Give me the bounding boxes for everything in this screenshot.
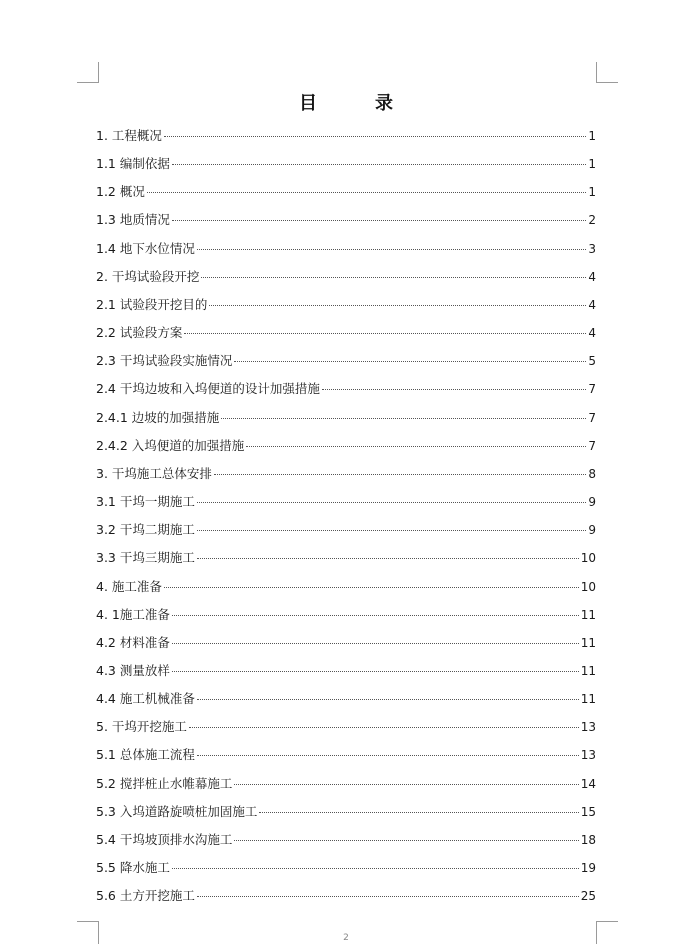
toc-entry-label: 3.1 干坞一期施工 (96, 494, 195, 510)
toc-entry-page: 3 (588, 241, 596, 256)
toc-entry-page: 1 (588, 157, 596, 172)
toc-dot-leader (234, 361, 586, 362)
toc-entry[interactable] (96, 178, 596, 206)
toc-dot-leader (197, 755, 579, 756)
toc-entry-label: 4. 1施工准备 (96, 606, 170, 622)
crop-mark-top-right (596, 62, 618, 83)
toc-entry-page: 4 (588, 269, 596, 284)
toc-dot-leader (172, 868, 579, 869)
toc-entry-label: 2.3 干坞试验段实施情况 (96, 353, 233, 369)
toc-entry-page: 19 (580, 861, 596, 876)
toc-entry-label: 5.3 入坞道路旋喷桩加固施工 (96, 803, 258, 819)
toc-entry[interactable] (96, 150, 596, 178)
toc-entry[interactable] (96, 601, 596, 629)
toc-dot-leader (197, 558, 579, 559)
toc-entry-label: 5.1 总体施工流程 (96, 747, 195, 763)
toc-entry-label: 1.3 地质情况 (96, 212, 170, 228)
toc-dot-leader (234, 840, 578, 841)
toc-entry-label: 2.4.2 入坞便道的加强措施 (96, 437, 245, 453)
toc-dot-leader (164, 136, 586, 137)
toc-entry-label: 2.1 试验段开挖目的 (96, 296, 208, 312)
crop-mark-top-left (77, 62, 99, 83)
toc-entry[interactable] (96, 741, 596, 769)
toc-dot-leader (322, 389, 587, 390)
toc-entry[interactable] (96, 404, 596, 432)
toc-entry-label: 1.2 概况 (96, 184, 145, 200)
toc-entry[interactable] (96, 347, 596, 375)
toc-entry-label: 4.2 材料准备 (96, 634, 170, 650)
toc-dot-leader (172, 643, 579, 644)
toc-dot-leader (197, 699, 579, 700)
toc-entry-page: 11 (580, 607, 596, 622)
toc-entry[interactable] (96, 432, 596, 460)
toc-dot-leader (197, 249, 587, 250)
toc-entry[interactable] (96, 375, 596, 403)
toc-entry-page: 1 (588, 129, 596, 143)
toc-entry-page: 11 (580, 663, 596, 678)
page-title: 目 录 (299, 93, 413, 114)
toc-entry-page: 4 (588, 326, 596, 341)
toc-entry-page: 10 (580, 551, 596, 566)
toc-entry-label: 4.4 施工机械准备 (96, 691, 195, 707)
table-of-contents (96, 122, 596, 910)
toc-entry-page: 25 (580, 889, 596, 904)
toc-entry[interactable] (96, 122, 596, 150)
toc-entry-page: 7 (588, 410, 596, 425)
toc-entry-label: 5.4 干坞坡顶排水沟施工 (96, 831, 233, 847)
toc-entry-page: 4 (588, 297, 596, 312)
toc-dot-leader (147, 192, 587, 193)
toc-dot-leader (172, 164, 587, 165)
toc-entry-label: 4.3 测量放样 (96, 662, 170, 678)
toc-entry[interactable] (96, 882, 596, 910)
toc-entry-page: 13 (580, 720, 596, 735)
toc-entry[interactable] (96, 826, 596, 854)
toc-entry-page: 2 (588, 213, 596, 228)
toc-entry-label: 4. 施工准备 (96, 578, 162, 594)
toc-dot-leader (189, 727, 579, 728)
toc-entry[interactable] (96, 854, 596, 882)
toc-entry-label: 1. 工程概况 (96, 128, 162, 143)
toc-entry-page: 10 (580, 579, 596, 594)
toc-entry[interactable] (96, 460, 596, 488)
toc-entry-page: 11 (580, 635, 596, 650)
toc-entry[interactable] (96, 770, 596, 798)
toc-entry-label: 1.1 编制依据 (96, 156, 170, 172)
toc-entry-label: 5. 干坞开挖施工 (96, 719, 187, 735)
page-number: 2 (343, 933, 349, 943)
toc-entry-page: 18 (580, 832, 596, 847)
toc-entry-label: 1.4 地下水位情况 (96, 240, 195, 256)
toc-entry-label: 3.2 干坞二期施工 (96, 522, 195, 538)
toc-entry-page: 7 (588, 438, 596, 453)
toc-entry-label: 3. 干坞施工总体安排 (96, 465, 212, 481)
toc-dot-leader (214, 474, 586, 475)
toc-entry-page: 13 (580, 748, 596, 763)
toc-dot-leader (197, 896, 579, 897)
toc-entry-page: 11 (580, 692, 596, 707)
toc-dot-leader (172, 615, 579, 616)
toc-entry-page: 14 (580, 776, 596, 791)
toc-entry[interactable] (96, 319, 596, 347)
toc-entry[interactable] (96, 291, 596, 319)
toc-entry[interactable] (96, 235, 596, 263)
toc-entry-label: 5.6 土方开挖施工 (96, 888, 195, 904)
toc-entry-label: 2. 干坞试验段开挖 (96, 268, 200, 284)
toc-dot-leader (201, 277, 586, 278)
toc-dot-leader (221, 418, 586, 419)
toc-dot-leader (209, 305, 586, 306)
toc-entry[interactable] (96, 713, 596, 741)
toc-dot-leader (164, 587, 579, 588)
toc-entry-page: 1 (588, 185, 596, 200)
toc-entry[interactable] (96, 488, 596, 516)
toc-dot-leader (234, 784, 578, 785)
toc-dot-leader (259, 812, 578, 813)
toc-entry-page: 9 (588, 495, 596, 510)
toc-entry-page: 5 (588, 354, 596, 369)
toc-entry[interactable] (96, 657, 596, 685)
toc-entry-page: 15 (580, 804, 596, 819)
toc-entry[interactable] (96, 544, 596, 572)
toc-dot-leader (172, 671, 579, 672)
toc-entry[interactable] (96, 629, 596, 657)
toc-entry-page: 8 (588, 466, 596, 481)
toc-dot-leader (197, 502, 587, 503)
toc-dot-leader (197, 530, 587, 531)
toc-entry[interactable] (96, 206, 596, 234)
toc-entry[interactable] (96, 685, 596, 713)
toc-dot-leader (172, 220, 587, 221)
toc-entry[interactable] (96, 516, 596, 544)
toc-dot-leader (184, 333, 586, 334)
toc-entry-label: 2.4 干坞边坡和入坞便道的设计加强措施 (96, 381, 320, 397)
toc-entry-label: 5.2 搅拌桩止水帷幕施工 (96, 775, 233, 791)
toc-entry-label: 2.4.1 边坡的加强措施 (96, 409, 220, 425)
toc-entry[interactable] (96, 263, 596, 291)
toc-dot-leader (246, 446, 586, 447)
toc-entry-page: 7 (588, 382, 596, 397)
toc-entry-label: 2.2 试验段方案 (96, 325, 183, 341)
toc-entry-label: 3.3 干坞三期施工 (96, 550, 195, 566)
toc-entry-page: 9 (588, 523, 596, 538)
toc-entry[interactable] (96, 573, 596, 601)
toc-entry[interactable] (96, 798, 596, 826)
toc-entry-label: 5.5 降水施工 (96, 860, 170, 876)
